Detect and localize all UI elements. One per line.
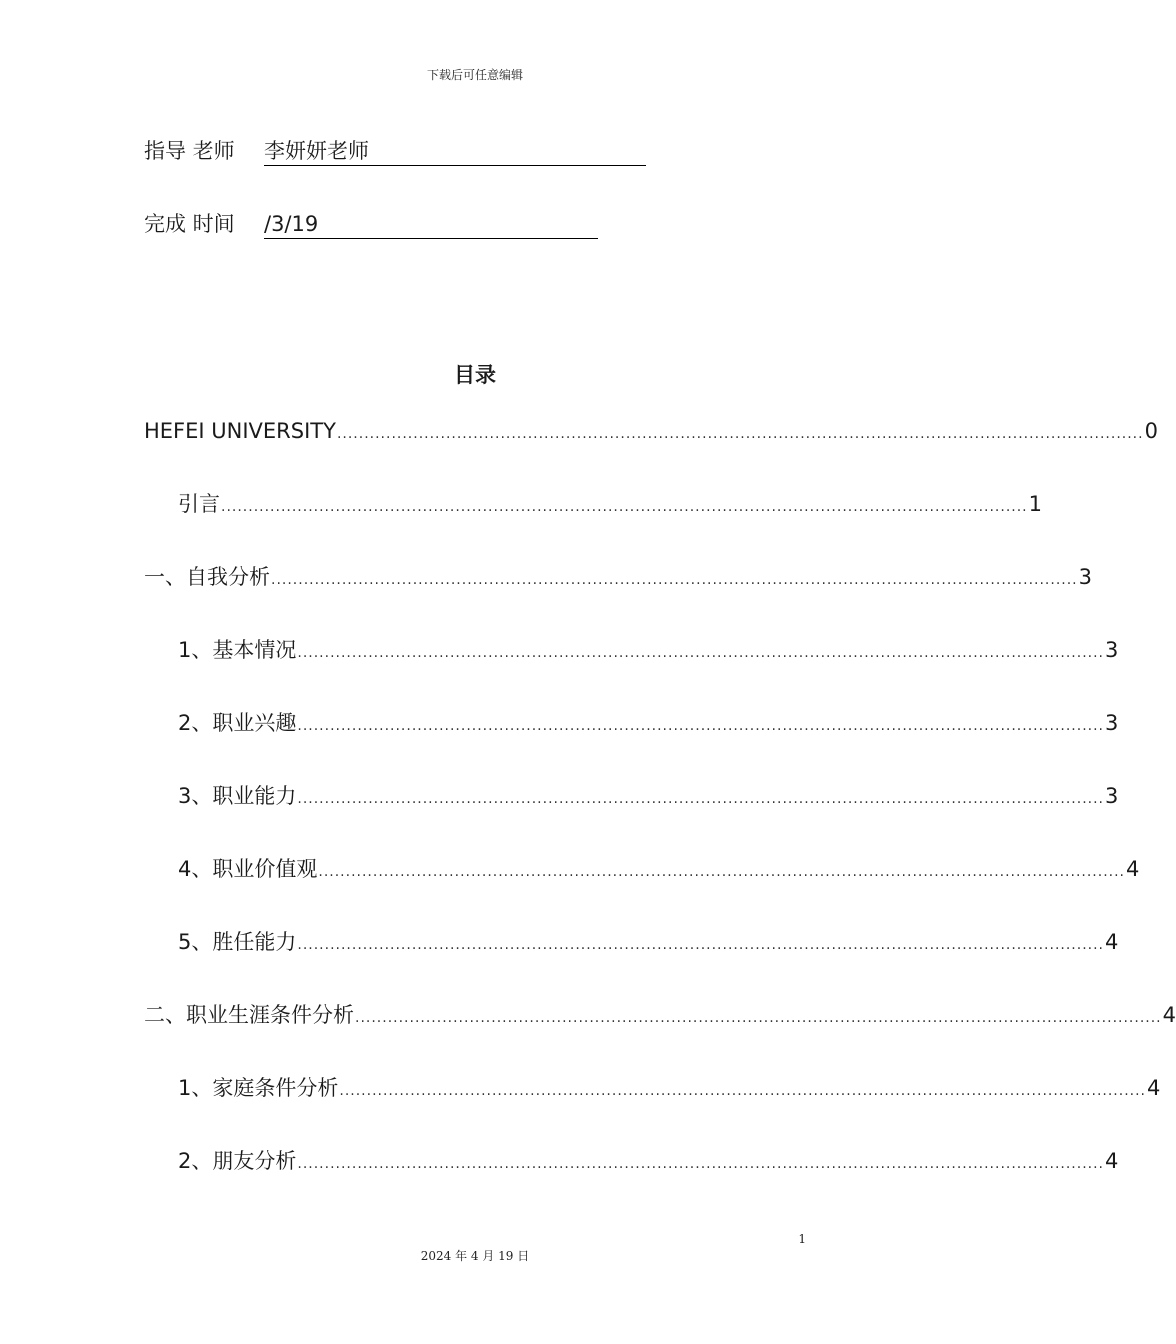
toc-leader: .................................................................................................................................................... bbox=[297, 937, 1105, 953]
toc-entry[interactable] bbox=[178, 489, 1043, 519]
toc-entry-text: 3、职业能力 bbox=[178, 784, 297, 808]
toc-entry-text: 1、基本情况 bbox=[178, 638, 297, 662]
toc-entry-page: 0 bbox=[1144, 419, 1158, 443]
toc-entry-text: 5、胜任能力 bbox=[178, 930, 297, 954]
toc-entry-text: HEFEI UNIVERSITY bbox=[144, 419, 336, 443]
toc-leader: .................................................................................................................................................... bbox=[339, 1083, 1147, 1099]
toc-entry[interactable] bbox=[178, 1146, 1119, 1176]
toc-entry-text: 2、朋友分析 bbox=[178, 1149, 297, 1173]
toc-entry-text: 1、家庭条件分析 bbox=[178, 1076, 339, 1100]
toc-entry-page: 1 bbox=[1028, 492, 1043, 516]
toc-leader: .................................................................................................................................................... bbox=[336, 426, 1144, 442]
advisor-value: 李妍妍老师 bbox=[264, 139, 369, 163]
toc-entry-text: 4、职业价值观 bbox=[178, 857, 318, 881]
toc-leader: .................................................................................................................................................... bbox=[318, 864, 1126, 880]
toc-entry[interactable] bbox=[144, 1000, 1176, 1030]
toc-entry-page: 4 bbox=[1105, 930, 1119, 954]
toc-entry-page: 3 bbox=[1078, 565, 1093, 589]
footer-date: 2024 年 4 月 19 日 bbox=[420, 1249, 530, 1263]
toc-title: 目录 bbox=[454, 363, 496, 387]
toc-leader: .................................................................................................................................................... bbox=[297, 791, 1105, 807]
header-note: 下载后可任意编辑 bbox=[426, 68, 523, 82]
toc-entry-text: 引言 bbox=[178, 492, 220, 516]
toc-leader: .................................................................................................................................................... bbox=[221, 499, 1028, 515]
toc-entry[interactable] bbox=[144, 562, 1093, 592]
advisor-value-line bbox=[264, 136, 646, 166]
toc-entry-page: 4 bbox=[1126, 857, 1140, 881]
toc-leader: .................................................................................................................................................... bbox=[297, 645, 1105, 661]
toc-entry[interactable] bbox=[178, 635, 1119, 665]
toc-entry-page: 3 bbox=[1105, 784, 1119, 808]
toc-entry-text: 二、职业生涯条件分析 bbox=[144, 1003, 354, 1027]
toc-entry-page: 4 bbox=[1162, 1003, 1176, 1027]
advisor-field bbox=[144, 136, 369, 166]
toc-entry-page: 4 bbox=[1147, 1076, 1161, 1100]
toc-entry[interactable] bbox=[178, 708, 1119, 738]
toc-entry-text: 2、职业兴趣 bbox=[178, 711, 297, 735]
toc-leader: .................................................................................................................................................... bbox=[271, 572, 1078, 588]
page-number: 1 bbox=[798, 1232, 806, 1246]
toc-leader: .................................................................................................................................................... bbox=[297, 718, 1105, 734]
toc-entry[interactable] bbox=[144, 416, 1158, 446]
toc-leader: .................................................................................................................................................... bbox=[297, 1156, 1105, 1172]
completion-field bbox=[144, 209, 319, 239]
toc-entry[interactable] bbox=[178, 1073, 1161, 1103]
completion-value: /3/19 bbox=[264, 212, 319, 236]
toc-leader: .................................................................................................................................................... bbox=[355, 1010, 1162, 1026]
toc-entry-page: 4 bbox=[1105, 1149, 1119, 1173]
completion-label: 完成 时间 bbox=[144, 212, 235, 236]
toc-entry[interactable] bbox=[178, 927, 1119, 957]
toc-entry[interactable] bbox=[178, 854, 1140, 884]
toc-entry-page: 3 bbox=[1105, 638, 1119, 662]
completion-value-line bbox=[264, 209, 598, 239]
advisor-label: 指导 老师 bbox=[144, 139, 235, 163]
toc-entry-page: 3 bbox=[1105, 711, 1119, 735]
toc-entry[interactable] bbox=[178, 781, 1119, 811]
toc-entry-text: 一、自我分析 bbox=[144, 565, 270, 589]
